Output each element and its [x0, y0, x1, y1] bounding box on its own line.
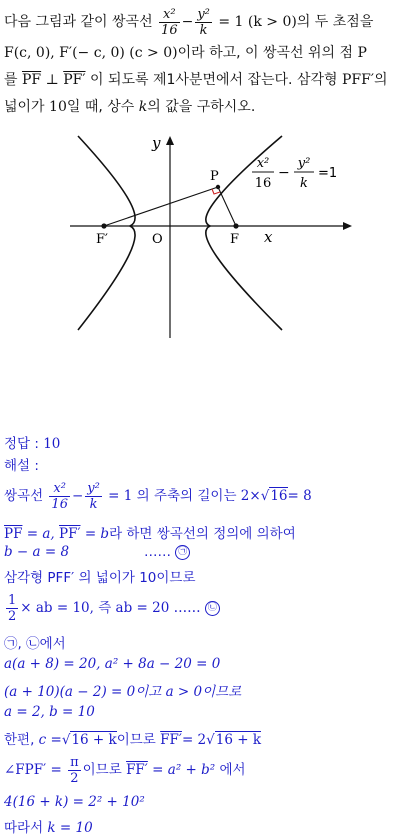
sol-text: 따라서 [4, 820, 44, 836]
equation-tag [144, 544, 190, 560]
sol-math: (a + 10)(a − 2) = 0이고 [4, 684, 162, 700]
sol-math: a = 2, b = 10 [4, 704, 95, 720]
sol-math: 4(16 + k) = 2² + 10² [4, 794, 145, 810]
problem-text-part: 넓이가 [4, 99, 45, 115]
focus-f-prime-dot [101, 223, 106, 228]
sol-text: 쌍곡선 [4, 488, 44, 504]
sol-math: = 2 [181, 732, 207, 748]
problem-text-part: 이라 하고, 이 쌍곡선 위의 점 [177, 45, 354, 61]
minus-sign: − [71, 488, 84, 504]
numerator: π [70, 754, 79, 770]
denominator: k [89, 496, 98, 512]
fraction-half [6, 593, 18, 624]
sol-text: 에서 [219, 762, 246, 778]
problem-text-part: 이 되도록 제1사분면에서 잡는다. 삼각형 [89, 72, 338, 88]
point-p-dot [216, 185, 220, 189]
sol-fraction-y2-k [85, 481, 102, 512]
sol-math: b − a = 8 [4, 544, 70, 560]
sqrt-radicand: 16 + k [71, 732, 117, 748]
origin-label: O [152, 232, 163, 247]
problem-text [4, 4, 396, 121]
answer-line [4, 432, 60, 452]
sol-fraction-x2-16 [49, 481, 70, 512]
sol-line-6 [4, 632, 66, 652]
constant-k: k [138, 99, 148, 115]
equation-rhs: = 1 (k > 0) [218, 14, 297, 30]
denominator: 2 [8, 608, 17, 624]
minus-sign: − [181, 14, 194, 30]
sol-line-13 [4, 816, 93, 836]
sol-text: 이므로 [82, 762, 122, 778]
graph-eq-num2: y² [297, 156, 311, 171]
sol-math: a > 0이므로 [165, 684, 242, 700]
sol-math: a(a + 8) = 20, a² + 8a − 20 = 0 [4, 656, 221, 672]
denominator: k [199, 22, 208, 38]
graph-eq-den2: k [300, 176, 308, 191]
problem-text-part: 의 값을 구하시오. [147, 99, 256, 115]
sol-math: = a, [26, 526, 55, 542]
segment-pf: $\overline{PF}$ [21, 72, 42, 88]
point-p-label: P [357, 45, 367, 61]
answer-label: 정답 : [4, 436, 39, 452]
sol-math: = b [84, 526, 110, 542]
problem-line-3 [4, 67, 396, 94]
problem-text-part: 의 두 초점을 [296, 14, 374, 30]
graph-eq-minus: − [278, 165, 290, 181]
sol-text: = 1 의 주축의 길이는 [108, 488, 237, 504]
problem-text-part: 다음 그림과 같이 쌍곡선 [4, 14, 153, 30]
problem-text-part: 의 [374, 72, 388, 88]
sol-line-8 [4, 680, 241, 700]
sol-line-10: 한편, c =√16 + k이므로 FF′= 2√16 + k [4, 732, 262, 748]
sol-math: ∠FPF′ = [4, 762, 62, 778]
numerator: x² [159, 7, 180, 23]
x-axis-label: x [264, 228, 273, 246]
numerator: x² [49, 481, 70, 497]
sol-text: ㉠, ㉡에서 [4, 636, 66, 652]
fraction-x2-16 [159, 7, 180, 38]
dots: …… [144, 544, 171, 560]
sol-text: 한편, [4, 732, 35, 748]
point-p-label: P [210, 169, 219, 184]
sol-text: 라 하면 쌍곡선의 정의에 의하여 [109, 526, 296, 542]
problem-text-part: 일 때, 상수 [66, 99, 135, 115]
segment-ff: FF′ [126, 762, 148, 778]
sol-line-11 [4, 750, 246, 790]
circled-label-1: ㉠ [175, 545, 190, 560]
perp-symbol: ⊥ [45, 72, 59, 88]
segment-pfp: PF′ [59, 526, 81, 542]
foci-coordinates: F(c, 0), F′(− c, 0) (c > 0) [4, 45, 178, 61]
explain-label [4, 454, 39, 474]
numerator: y² [87, 480, 100, 496]
circled-label-2: ㉡ [205, 601, 220, 616]
sol-line-4 [4, 566, 196, 586]
numerator: 1 [8, 592, 17, 608]
problem-text-part: 를 [4, 72, 18, 88]
focus-f-prime-label: F′ [96, 232, 108, 247]
sol-math: c = [38, 732, 62, 748]
denominator: 2 [70, 770, 79, 786]
hyperbola-figure [60, 130, 360, 340]
sol-line-1: 쌍곡선 $\frac{\text{x²}}{16}$ − $\frac{\text{y²}}{k}$ = 1 의 주축의 길이는 2×√16= 8 [4, 480, 312, 512]
sol-line-12 [4, 794, 145, 810]
sol-line-2 [4, 522, 296, 542]
sol-line-7 [4, 656, 220, 672]
sol-math: 2× [240, 488, 261, 504]
y-axis-label: y [152, 134, 161, 152]
sol-math: = 8 [287, 488, 312, 504]
area-value: 10 [49, 99, 67, 115]
sol-line-9 [4, 704, 95, 720]
graph-eq-den1: 16 [254, 176, 272, 191]
sol-text: 삼각형 PFF′ 의 넓이가 10이므로 [4, 570, 196, 586]
sol-line-3 [4, 544, 396, 560]
sol-math: × ab = 10, 즉 ab = 20 …… [20, 600, 201, 616]
denominator: 16 [51, 496, 68, 512]
segment-pf-prime [104, 187, 218, 226]
triangle-label: PFF′ [341, 72, 374, 88]
graph-eq-num1: x² [256, 156, 270, 171]
focus-f-label: F [230, 232, 240, 247]
sol-math: = a² + b² [152, 762, 216, 778]
segment-pf: $\overline{PF}$ [4, 526, 23, 542]
sol-math: k = 10 [47, 820, 93, 836]
sqrt-radicand: 16 [270, 488, 288, 504]
x-axis-arrow [343, 222, 352, 230]
explain-label-text: 해설 : [4, 458, 39, 474]
segment-pf [218, 187, 236, 226]
fraction-pi-2 [68, 755, 81, 786]
sol-line-5 [4, 588, 220, 628]
numerator: y² [197, 6, 210, 22]
denominator: 16 [161, 22, 178, 38]
segment-ff: FF′ [160, 732, 182, 748]
problem-line-4 [4, 94, 396, 121]
problem-line-2 [4, 40, 396, 67]
y-axis-arrow [166, 136, 174, 145]
problem-line-1 [4, 4, 396, 40]
graph-eq-rhs: =1 [318, 166, 338, 181]
fraction-y2-k [195, 7, 212, 38]
segment-pfp: PF′ [63, 72, 86, 88]
sqrt-radicand: 16 + k [215, 732, 262, 748]
sol-text: 이므로 [116, 732, 156, 748]
focus-f-dot [233, 223, 238, 228]
answer-value: 10 [43, 436, 61, 452]
